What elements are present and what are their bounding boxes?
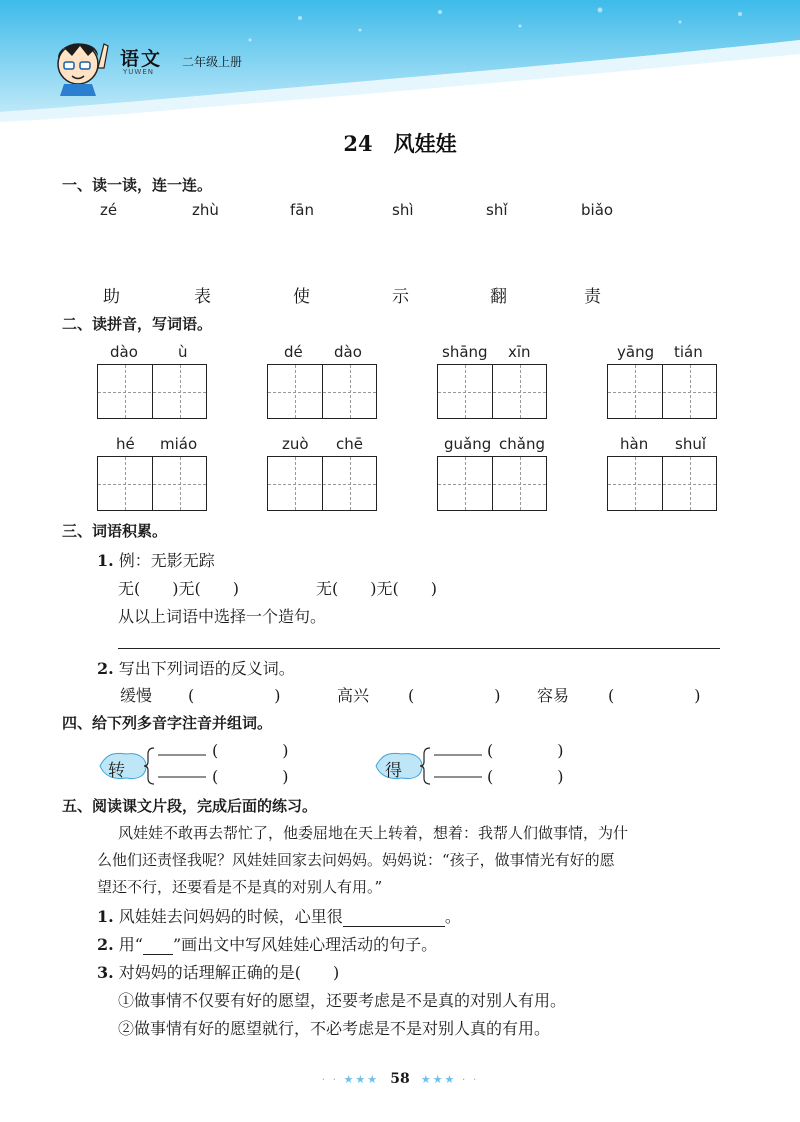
passage-line: 风娃娃不敢再去帮忙了，他委屈地在天上转着，想着：我帮人们做事情，为什	[118, 824, 629, 842]
section2-heading: 二、读拼音，写词语。	[62, 315, 213, 333]
section3-heading: 三、词语积累。	[62, 522, 168, 540]
star-decoration-icon: · · ★★★	[321, 1073, 380, 1086]
question-number: 3.	[97, 963, 114, 982]
pinyin-item[interactable]: fān	[290, 201, 314, 219]
question-label	[97, 548, 215, 571]
writing-grid[interactable]	[97, 364, 207, 419]
character-item[interactable]: 表	[194, 287, 211, 307]
option-1[interactable]: ①做事情不仅要有好的愿望，还要考虑是不是真的对别人有用。	[118, 991, 567, 1010]
passage-line: 么他们还责怪我呢？风娃娃回家去问妈妈。妈妈说：“孩子，做事情光有好的愿	[97, 851, 615, 869]
pinyin-item[interactable]: shì	[392, 201, 414, 219]
antonym-word: 缓慢	[120, 686, 153, 705]
page-number: 58	[390, 1071, 410, 1087]
antonym-word: 容易	[537, 686, 570, 705]
character-item[interactable]: 助	[103, 287, 120, 307]
student-mascot-icon	[50, 34, 114, 96]
question-number: 2.	[97, 935, 114, 954]
subject-label: 语文	[120, 48, 163, 70]
passage-line: 望还不行，还要看是不是真的对别人有用。”	[97, 878, 383, 896]
question-row	[97, 904, 461, 927]
character-item[interactable]: 翻	[490, 287, 507, 307]
word-pinyin-2: shuǐ	[675, 435, 706, 453]
grade-label: 二年级上册	[182, 55, 243, 69]
question-text-post: ”画出文中写风娃娃心理活动的句子。	[172, 935, 438, 954]
question-number: 1.	[97, 551, 114, 570]
word-pinyin-2: xīn	[508, 343, 531, 361]
word-pinyin-2: tián	[674, 343, 703, 361]
option-2[interactable]: ②做事情有好的愿望就行，不必考虑是不是对别人真的有用。	[118, 1019, 551, 1038]
pinyin-item[interactable]: zé	[100, 201, 118, 219]
character-item[interactable]: 责	[584, 287, 601, 307]
word-pinyin-1: dào	[110, 343, 138, 361]
writing-grid[interactable]	[97, 456, 207, 511]
word-pinyin-2: miáo	[160, 435, 198, 453]
page-header	[0, 0, 800, 130]
character-item[interactable]: 使	[293, 287, 310, 307]
question-row	[97, 960, 339, 983]
section5-heading: 五、阅读课文片段，完成后面的练习。	[62, 797, 318, 815]
pinyin-item[interactable]: biǎo	[581, 201, 614, 219]
question-number: 1.	[97, 907, 114, 926]
antonym-blank[interactable]: ( )	[608, 686, 701, 705]
word-pinyin-1: hàn	[620, 435, 649, 453]
antonym-blank[interactable]: ( )	[408, 686, 501, 705]
question-label	[97, 656, 295, 679]
subject-pinyin: YUWEN	[123, 68, 154, 76]
pinyin-item[interactable]: shǐ	[486, 201, 508, 219]
lesson-title: 24 风娃娃	[343, 131, 457, 156]
character-item[interactable]: 示	[392, 287, 409, 307]
fill-blank-group[interactable]: 无( )无( )	[316, 579, 437, 598]
writing-grid[interactable]	[607, 456, 717, 511]
sentence-task: 从以上词语中选择一个造句。	[118, 607, 327, 626]
question-text[interactable]: 对妈妈的话理解正确的是( )	[118, 963, 340, 982]
question-row	[97, 932, 437, 955]
answer-line[interactable]	[118, 648, 720, 649]
question-text-pre: 用“	[118, 935, 143, 954]
example-text: 例：无影无踪	[118, 551, 215, 570]
word-pinyin-1: dé	[284, 343, 303, 361]
underline-sample	[143, 942, 173, 955]
word-pinyin-2: dào	[334, 343, 362, 361]
word-pinyin-1: hé	[116, 435, 135, 453]
word-pinyin-1: zuò	[282, 435, 309, 453]
polyphone-char: 得	[385, 761, 402, 781]
writing-grid[interactable]	[267, 364, 377, 419]
answer-blank[interactable]	[343, 910, 445, 927]
question-text: 风娃娃去问妈妈的时候，心里很	[118, 907, 343, 926]
pinyin-blank[interactable]: ( )	[212, 767, 289, 786]
page-footer	[0, 1068, 800, 1087]
writing-grid[interactable]	[437, 456, 547, 511]
word-pinyin-1: shāng	[442, 343, 488, 361]
pinyin-blank[interactable]: ( )	[487, 767, 564, 786]
writing-grid[interactable]	[437, 364, 547, 419]
pinyin-blank[interactable]: ( )	[212, 741, 289, 760]
antonym-blank[interactable]: ( )	[188, 686, 281, 705]
word-pinyin-2: ù	[178, 343, 188, 361]
word-pinyin-1: guǎng	[444, 435, 492, 453]
punctuation: 。	[444, 907, 461, 926]
section1-heading: 一、读一读，连一连。	[62, 176, 213, 194]
pinyin-item[interactable]: zhù	[192, 201, 219, 219]
fill-blank-group[interactable]: 无( )无( )	[118, 579, 239, 598]
section4-heading: 四、给下列多音字注音并组词。	[62, 714, 273, 732]
word-pinyin-2: chǎng	[499, 435, 545, 453]
writing-grid[interactable]	[607, 364, 717, 419]
antonym-word: 高兴	[337, 686, 370, 705]
polyphone-char: 转	[108, 761, 125, 781]
pinyin-blank[interactable]: ( )	[487, 741, 564, 760]
word-pinyin-2: chē	[336, 435, 363, 453]
star-decoration-icon: ★★★ · ·	[420, 1073, 479, 1086]
question-number: 2.	[97, 659, 114, 678]
writing-grid[interactable]	[267, 456, 377, 511]
word-pinyin-1: yāng	[617, 343, 655, 361]
question-text: 写出下列词语的反义词。	[118, 659, 295, 678]
